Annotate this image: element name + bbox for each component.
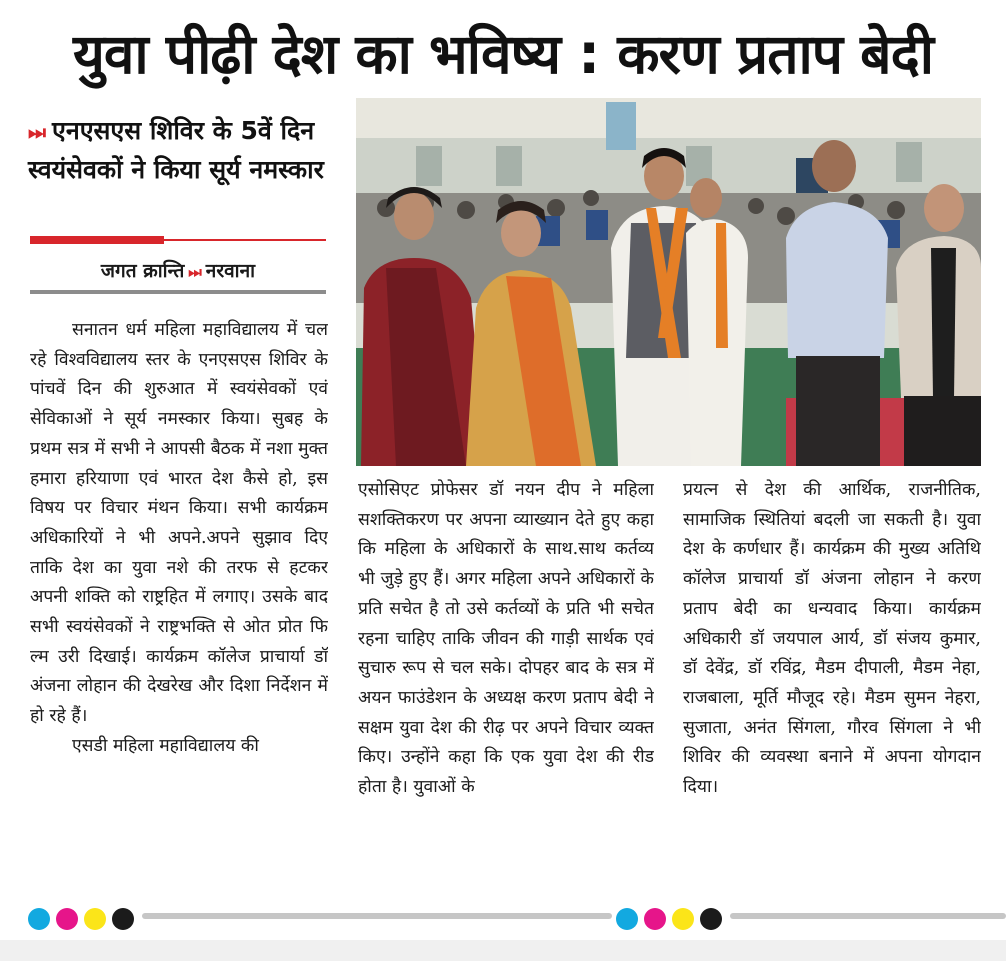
photo-illustration <box>356 98 981 466</box>
article-column-2 <box>358 476 654 896</box>
black-dot <box>112 908 134 930</box>
subheadline <box>28 112 330 189</box>
accent-rule <box>30 238 326 242</box>
registration-line-right <box>730 913 1006 919</box>
fast-forward-icon: ⏭ <box>188 263 202 281</box>
article-paragraph: सनातन धर्म महिला महाविद्यालय में चल रहे विश्वविद्यालय स्तर के एनएसएस शिविर के पांचवें दिन की शुरुआत में स्वयंसेवकों एवं सेविकाओं ने सूर्य नमस्कार किया। सुबह के प्रथम सत्र में सभी ने आपसी बैठक में नशा मुक्त हमारा हरियाणा एवं भारत देश कैसे हो, इस विषय पर विचार मंथन किया। सभी कार्यक्रम अधिकारियों ने भी अपने.अपने सुझाव दिए ताकि देश का युवा नशे की तरफ से हटकर अपनी शक्ति को राष्ट्रहित में लगाए। उसके बाद सभी स्वयंसेवकों ने राष्ट्रभक्ति से ओत प्रोत फि ल्म उरी दिखाई। कार्यक्रम कॉलेज प्राचार्या डॉ अंजना लोहान की देखरेख और दिशा निर्देशन में हो रहे हैं। <box>30 320 328 727</box>
registration-marks-right <box>616 906 728 934</box>
byline-place: नरवाना <box>205 260 256 282</box>
magenta-dot <box>644 908 666 930</box>
byline-source: जगत क्रान्ति <box>100 260 185 282</box>
article-paragraph: एसोसिएट प्रोफेसर डॉ नयन दीप ने महिला सशक्तिकरण पर अपना व्याख्यान देते हुए कहा कि महिला के अधिकारों के साथ.साथ कर्तव्य भी जुड़े हुए हैं। अगर महिला अपने अधिकारों के प्रति सचेत है तो उसे कर्तव्यों के प्रति भी सचेत रहना चाहिए ताकि जीवन की गाड़ी सार्थक एवं सुचारु रूप से चल सके। दोपहर बाद के सत्र में अयन फाउंडेशन के अध्यक्ष करण प्रताप बेदी ने सक्षम युवा देश की रीढ़ पर अपने विचार व्यक्त किए। उन्होंने कहा कि एक युवा देश की रीड होता है। युवाओं के <box>358 480 654 798</box>
magenta-dot <box>56 908 78 930</box>
article-paragraph: प्रयत्न से देश की आर्थिक, राजनीतिक, सामाजिक स्थितियां बदली जा सकती है। युवा देश के कर्णधार हैं। कार्यक्रम की मुख्य अतिथि कॉलेज प्राचार्या डॉ अंजना लोहान ने करण प्रताप बेदी का धन्यवाद किया। कार्यक्रम अधिकारी डॉ जयपाल आर्य, डॉ संजय कुमार, डॉ देवेंद्र, डॉ रविंद्र, मैडम दीपाली, मैडम नेहा, राजबाला, मूर्ति मौजूद रहे। मैडम सुमन नेहरा, सुजाता, अनंत सिंगला, गौरव सिंगला ने भी शिविर की व्यवस्था बनाने में अपना योगदान दिया। <box>683 480 981 798</box>
registration-line-left <box>142 913 612 919</box>
black-dot <box>700 908 722 930</box>
headline: युवा पीढ़ी देश का भविष्य : करण प्रताप बेदी <box>72 22 934 86</box>
fast-forward-icon: ⏭ <box>28 120 46 144</box>
subheadline-text: एनएसएस शिविर के 5वें दिन स्वयंसेवकों ने किया सूर्य नमस्कार <box>28 116 324 184</box>
yellow-dot <box>672 908 694 930</box>
article-column-1 <box>30 316 328 891</box>
byline-divider <box>30 290 326 294</box>
page-bottom-edge <box>0 940 1006 961</box>
article-column-3 <box>683 476 981 896</box>
cyan-dot <box>28 908 50 930</box>
registration-marks-left <box>28 906 140 934</box>
news-photo <box>356 98 981 466</box>
article-paragraph: एसडी महिला महाविद्यालय की <box>72 735 259 756</box>
yellow-dot <box>84 908 106 930</box>
byline <box>30 256 326 287</box>
cyan-dot <box>616 908 638 930</box>
